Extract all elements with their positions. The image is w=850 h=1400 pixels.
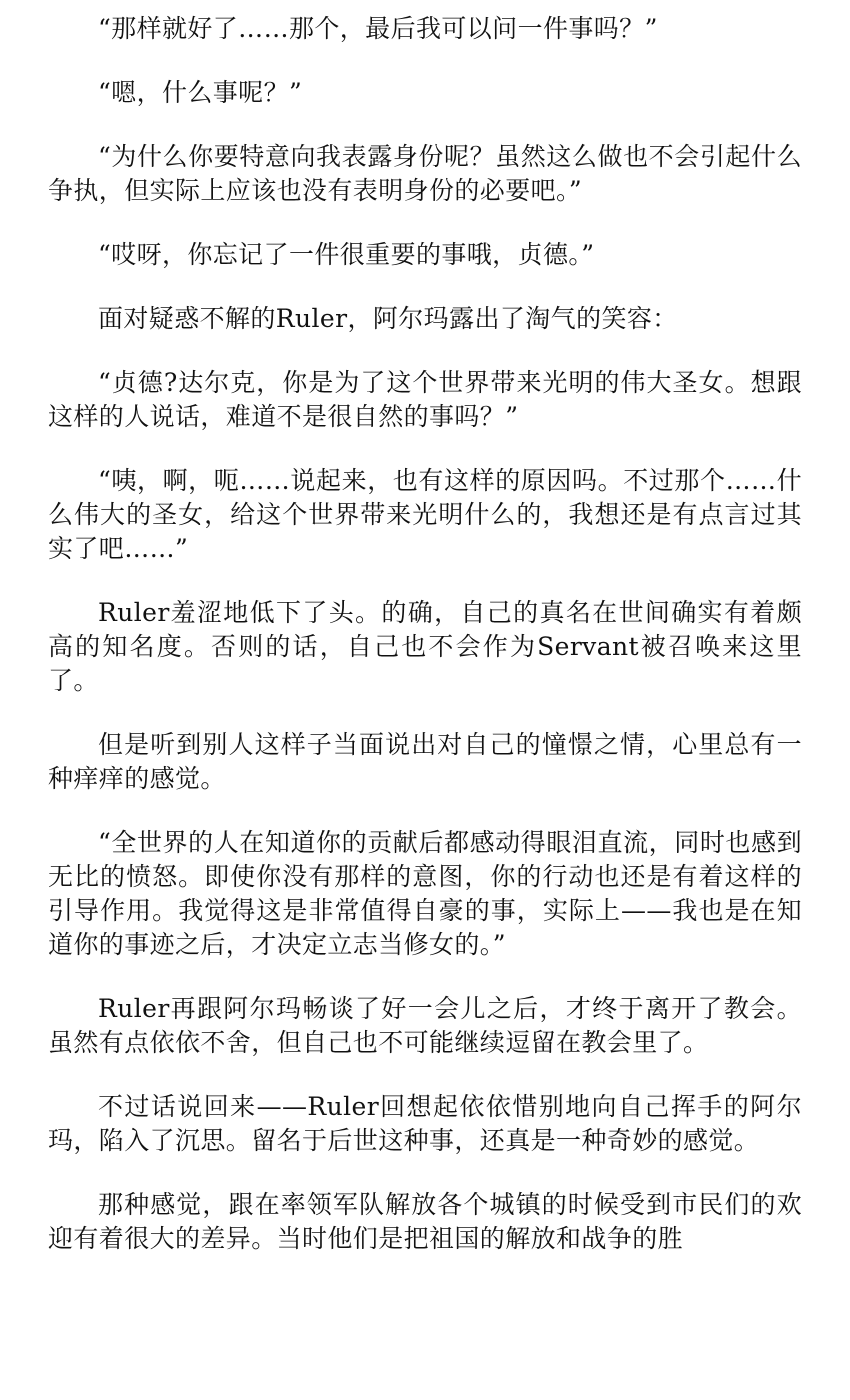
paragraph-8: Ruler羞涩地低下了头。的确，自己的真名在世间确实有着颇高的知名度。否则的话，自己也不会作为Servant被召唤来这里了。 [48,598,802,695]
paragraph-11: Ruler再跟阿尔玛畅谈了好一会儿之后，才终于离开了教会。虽然有点依依不舍，但自己也不可能继续逗留在教会里了。 [48,994,802,1057]
paragraph-3: “为什么你要特意向我表露身份呢？虽然这么做也不会引起什么争执，但实际上应该也没有表明身份的必要吧。” [48,142,802,205]
paragraph-4: “哎呀，你忘记了一件很重要的事哦，贞德。” [98,240,595,269]
paragraph-5: 面对疑惑不解的Ruler，阿尔玛露出了淘气的笑容： [98,304,678,333]
paragraph-1: “那样就好了……那个，最后我可以问一件事吗？” [98,14,658,43]
paragraph-7: “咦，啊，呃……说起来，也有这样的原因吗。不过那个……什么伟大的圣女，给这个世界带来光明什么的，我想还是有点言过其实了吧……” [48,466,802,563]
paragraph-10: “全世界的人在知道你的贡献后都感动得眼泪直流，同时也感到无比的愤怒。即使你没有那样的意图，你的行动也还是有着这样的引导作用。我觉得这是非常值得自豪的事，实际上——我也是在知道你的事迹之后，才决定立志当修女的。” [48,828,802,959]
paragraph-13: 那种感觉，跟在率领军队解放各个城镇的时候受到市民们的欢迎有着很大的差异。当时他们是把祖国的解放和战争的胜 [48,1190,802,1253]
document-page [48,12,802,1256]
paragraph-9: 但是听到别人这样子当面说出对自己的憧憬之情，心里总有一种痒痒的感觉。 [48,730,802,793]
paragraph-6: “贞德?达尔克，你是为了这个世界带来光明的伟大圣女。想跟这样的人说话，难道不是很自然的事吗？” [48,368,802,431]
paragraph-2: “嗯，什么事呢？” [98,78,303,107]
paragraph-12: 不过话说回来——Ruler回想起依依惜别地向自己挥手的阿尔玛，陷入了沉思。留名于后世这种事，还真是一种奇妙的感觉。 [48,1092,802,1155]
